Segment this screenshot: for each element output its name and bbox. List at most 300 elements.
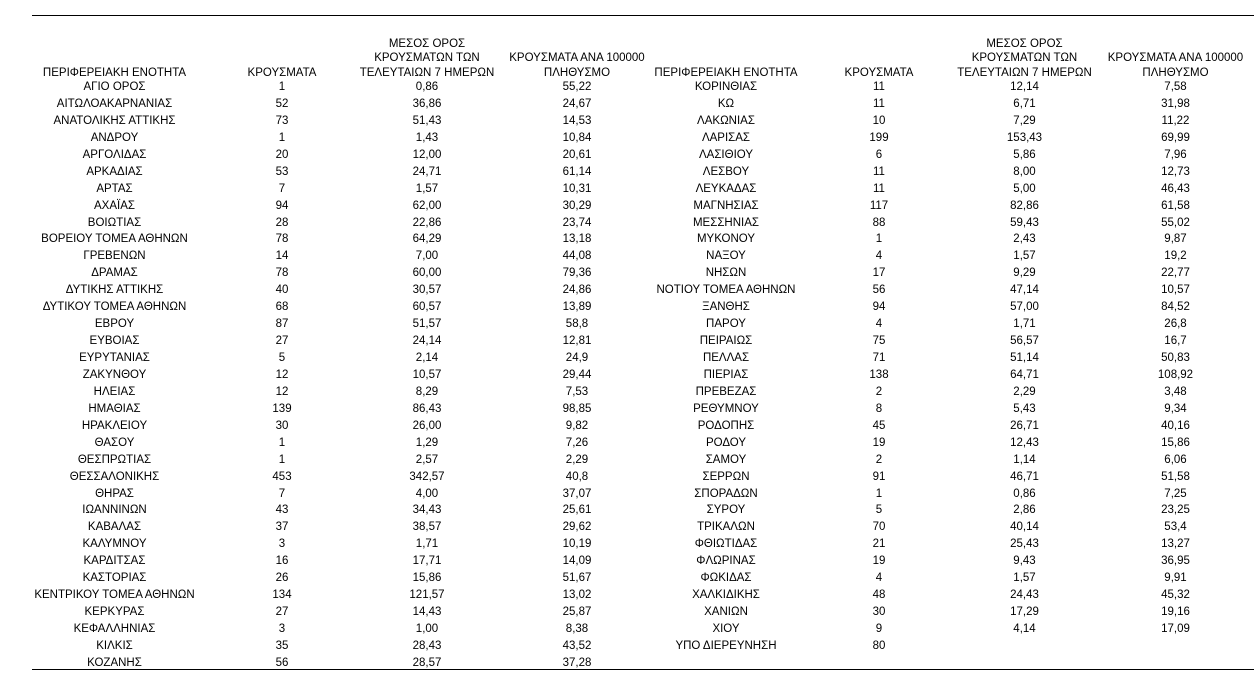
avg7-cell: 1,29 <box>415 436 439 449</box>
avg7-cell: 60,57 <box>412 301 442 314</box>
cases-cell: 91 <box>872 470 886 483</box>
per100k-cell: 31,98 <box>1161 97 1190 110</box>
cases-cell: 199 <box>869 131 889 144</box>
per100k-cell: 46,43 <box>1161 182 1190 195</box>
region-cell: ΑΡΚΑΔΙΑΣ <box>86 165 143 178</box>
cases-cell: 1 <box>278 436 286 449</box>
per100k-cell: 44,08 <box>562 250 592 263</box>
cases-cell: 9 <box>875 623 883 635</box>
avg7-cell: 10,57 <box>412 368 442 381</box>
per100k-cell: 23,25 <box>1161 504 1190 517</box>
region-cell: ΡΟΔΟΥ <box>705 436 747 449</box>
region-cell: ΚΕΝΤΡΙΚΟΥ ΤΟΜΕΑ ΑΘΗΝΩΝ <box>34 589 195 602</box>
region-cell: ΒΟΡΕΙΟΥ ΤΟΜΕΑ ΑΘΗΝΩΝ <box>41 233 188 246</box>
per100k-cell: 55,22 <box>562 81 592 93</box>
table-row <box>652 148 1254 165</box>
cases-cell: 1 <box>278 131 286 144</box>
avg7-cell: 62,00 <box>412 199 442 212</box>
region-cell: ΖΑΚΥΝΘΟΥ <box>82 368 147 381</box>
table-row <box>652 554 1254 571</box>
avg7-cell: 57,00 <box>1010 301 1039 314</box>
per100k-cell: 13,18 <box>562 233 592 246</box>
region-cell: ΚΑΡΔΙΤΣΑΣ <box>83 555 146 568</box>
per100k-cell: 84,52 <box>1161 301 1190 314</box>
avg7-cell: 60,00 <box>412 267 442 280</box>
table-row <box>32 182 662 199</box>
table-row <box>652 182 1254 199</box>
region-cell: ΠΡΕΒΕΖΑΣ <box>695 385 757 398</box>
region-cell: ΘΗΡΑΣ <box>95 487 134 500</box>
avg7-cell: 1,71 <box>1013 318 1036 331</box>
per100k-cell: 13,27 <box>1161 538 1190 551</box>
cases-cell: 56 <box>872 284 886 297</box>
region-cell: ΘΕΣΣΑΛΟΝΙΚΗΣ <box>69 470 160 483</box>
region-cell: ΑΝΑΤΟΛΙΚΗΣ ΑΤΤΙΚΗΣ <box>53 114 176 127</box>
region-cell: ΛΑΡΙΣΑΣ <box>701 131 751 144</box>
cases-cell: 53 <box>275 165 289 178</box>
region-cell: ΣΠΟΡΑΔΩΝ <box>694 487 758 500</box>
cases-cell: 28 <box>275 216 289 229</box>
table-row <box>652 216 1254 233</box>
table-row <box>32 402 662 419</box>
avg7-cell: 153,43 <box>1006 131 1043 144</box>
cases-cell: 70 <box>872 521 886 534</box>
region-cell: ΚΑΛΥΜΝΟΥ <box>82 538 147 551</box>
table-row <box>652 199 1254 216</box>
cases-cell: 30 <box>872 606 886 619</box>
avg7-cell: 25,43 <box>1010 538 1039 551</box>
region-cell: ΥΠΟ ΔΙΕΡΕΥΝΗΣΗ <box>675 639 777 652</box>
header-per100k <box>1097 30 1254 80</box>
table-row <box>32 131 662 148</box>
region-cell: ΧΑΛΚΙΔΙΚΗΣ <box>692 589 760 602</box>
table-row <box>652 419 1254 436</box>
header-cases <box>237 30 327 80</box>
cases-cell: 11 <box>873 182 885 195</box>
per100k-cell: 45,32 <box>1161 589 1190 602</box>
cases-cell: 138 <box>869 368 889 381</box>
cases-cell: 88 <box>872 216 886 229</box>
header-cases <box>834 30 924 80</box>
avg7-cell: 9,29 <box>1013 267 1036 280</box>
per100k-cell: 17,09 <box>1161 623 1190 635</box>
region-cell: ΞΑΝΘΗΣ <box>702 301 750 314</box>
header-cases-label: ΚΡΟΥΣΜΑΤΑ <box>844 66 914 79</box>
cases-cell: 2 <box>875 385 883 398</box>
table-row <box>32 571 662 588</box>
avg7-cell: 7,00 <box>415 250 439 263</box>
region-cell: ΙΩΑΝΝΙΝΩΝ <box>82 504 147 517</box>
region-cell: ΔΥΤΙΚΟΥ ΤΟΜΕΑ ΑΘΗΝΩΝ <box>42 301 187 314</box>
table-row <box>32 487 662 504</box>
table-row <box>652 588 1254 605</box>
per100k-cell: 22,77 <box>1161 267 1190 280</box>
per100k-cell: 24,67 <box>562 97 592 110</box>
per100k-cell: 10,19 <box>562 538 592 551</box>
table-row <box>32 351 662 368</box>
region-cell: ΑΙΤΩΛΟΑΚΑΡΝΑΝΙΑΣ <box>56 97 173 110</box>
region-cell: ΚΕΡΚΥΡΑΣ <box>84 606 145 619</box>
table-row <box>652 232 1254 249</box>
region-cell: ΗΛΕΙΑΣ <box>93 385 136 398</box>
per100k-cell: 69,99 <box>1161 131 1190 144</box>
cases-cell: 11 <box>873 97 885 110</box>
table-row <box>32 300 662 317</box>
header-avg7 <box>952 30 1097 80</box>
table-row <box>32 419 662 436</box>
region-cell: ΚΑΒΑΛΑΣ <box>87 521 142 534</box>
cases-cell: 1 <box>278 81 286 93</box>
table-row <box>32 317 662 334</box>
region-cell: ΛΕΣΒΟΥ <box>702 165 750 178</box>
region-cell: ΕΥΡΥΤΑΝΙΑΣ <box>79 352 150 364</box>
cases-cell: 11 <box>873 165 885 178</box>
avg7-cell: 6,71 <box>1013 97 1036 110</box>
region-cell: ΗΜΑΘΙΑΣ <box>88 402 141 415</box>
region-cell: ΝΟΤΙΟΥ ΤΟΜΕΑ ΑΘΗΝΩΝ <box>656 284 796 297</box>
table-row <box>652 165 1254 182</box>
avg7-cell: 1,57 <box>415 182 439 195</box>
per100k-cell: 30,29 <box>562 199 592 212</box>
right-table-body <box>652 80 1254 656</box>
table-row <box>32 80 662 97</box>
avg7-cell: 59,43 <box>1010 216 1039 229</box>
table-row <box>652 571 1254 588</box>
per100k-cell: 51,58 <box>1161 470 1190 483</box>
header-per100k-line1: ΚΡΟΥΣΜΑΤΑ ΑΝΑ 100000 <box>509 52 645 64</box>
region-cell: ΘΕΣΠΡΩΤΙΑΣ <box>77 453 152 466</box>
region-cell: ΘΑΣΟΥ <box>94 436 135 449</box>
table-bottom-rule <box>32 669 1254 670</box>
table-row <box>32 554 662 571</box>
cases-cell: 30 <box>275 419 289 432</box>
avg7-cell: 15,86 <box>412 572 442 585</box>
cases-cell: 78 <box>275 233 289 246</box>
avg7-cell: 8,00 <box>1013 165 1036 178</box>
per100k-cell: 36,95 <box>1161 555 1190 568</box>
table-row <box>652 639 1254 656</box>
per100k-cell: 13,89 <box>562 301 592 314</box>
table-row <box>652 622 1254 639</box>
region-cell: ΒΟΙΩΤΙΑΣ <box>87 216 142 229</box>
table-row <box>652 402 1254 419</box>
per100k-cell: 25,61 <box>562 504 592 517</box>
avg7-cell: 38,57 <box>412 521 442 534</box>
header-avg7-line1: ΜΕΣΟΣ ΟΡΟΣ <box>986 37 1063 50</box>
region-cell: ΦΩΚΙΔΑΣ <box>700 572 752 585</box>
region-cell: ΗΡΑΚΛΕΙΟΥ <box>81 419 148 432</box>
per100k-cell: 51,67 <box>562 572 592 585</box>
region-cell: ΦΛΩΡΙΝΑΣ <box>696 555 756 568</box>
per100k-cell: 98,85 <box>562 402 592 415</box>
region-cell: ΚΟΡΙΝΘΙΑΣ <box>694 81 758 93</box>
per100k-cell: 25,87 <box>562 606 592 619</box>
region-cell: ΜΥΚΟΝΟΥ <box>696 233 756 246</box>
table-row <box>32 503 662 520</box>
per100k-cell: 6,06 <box>1164 453 1187 466</box>
table-row <box>32 199 662 216</box>
header-per100k-line2: ΠΛΗΘΥΣΜΟ <box>543 66 611 79</box>
per100k-cell: 50,83 <box>1161 352 1190 364</box>
header-cases-label: ΚΡΟΥΣΜΑΤΑ <box>247 66 317 79</box>
avg7-cell: 12,14 <box>1010 81 1039 93</box>
table-row <box>32 283 662 300</box>
avg7-cell: 51,14 <box>1010 352 1039 364</box>
cases-cell: 56 <box>275 656 289 669</box>
avg7-cell: 24,43 <box>1010 589 1039 602</box>
avg7-cell: 28,57 <box>412 656 442 669</box>
avg7-cell: 5,86 <box>1013 148 1036 161</box>
per100k-cell: 40,16 <box>1161 419 1190 432</box>
table-row <box>32 165 662 182</box>
avg7-cell: 24,71 <box>412 165 442 178</box>
region-cell: ΣΥΡΟΥ <box>706 504 746 517</box>
cases-cell: 21 <box>872 538 886 551</box>
per100k-cell: 40,8 <box>565 470 589 483</box>
per100k-cell: 9,87 <box>1164 233 1187 246</box>
per100k-cell: 20,61 <box>562 148 592 161</box>
table-row <box>652 385 1254 402</box>
per100k-cell: 19,16 <box>1161 606 1190 619</box>
cases-cell: 17 <box>872 267 886 280</box>
per100k-cell: 7,25 <box>1164 487 1187 500</box>
avg7-cell: 17,71 <box>412 555 442 568</box>
region-cell: ΓΡΕΒΕΝΩΝ <box>83 250 146 263</box>
region-cell: ΑΡΓΟΛΙΔΑΣ <box>82 148 147 161</box>
avg7-cell: 30,57 <box>412 284 442 297</box>
cases-cell: 20 <box>275 148 289 161</box>
avg7-cell: 46,71 <box>1010 470 1039 483</box>
region-cell: ΣΑΜΟΥ <box>705 453 747 466</box>
per100k-cell: 61,14 <box>562 165 592 178</box>
cases-cell: 117 <box>869 199 889 212</box>
region-cell: ΝΑΞΟΥ <box>706 250 746 263</box>
region-cell: ΚΟΖΑΝΗΣ <box>87 656 142 669</box>
header-per100k-line2: ΠΛΗΘΥΣΜΟ <box>1142 66 1209 79</box>
avg7-cell: 0,86 <box>1013 487 1036 500</box>
cases-cell: 12 <box>275 385 289 398</box>
avg7-cell: 342,57 <box>409 470 445 483</box>
avg7-cell: 2,86 <box>1013 504 1036 517</box>
cases-cell: 4 <box>875 250 883 263</box>
region-cell: ΜΕΣΣΗΝΙΑΣ <box>692 216 760 229</box>
table-row <box>32 537 662 554</box>
per100k-cell: 53,4 <box>1164 521 1187 534</box>
header-per100k-line1: ΚΡΟΥΣΜΑΤΑ ΑΝΑ 100000 <box>1107 52 1244 64</box>
table-row <box>32 588 662 605</box>
table-row <box>652 283 1254 300</box>
region-cell: ΦΘΙΩΤΙΔΑΣ <box>694 538 758 551</box>
region-cell: ΠΕΙΡΑΙΩΣ <box>699 335 753 348</box>
cases-cell: 6 <box>875 148 883 161</box>
region-cell: ΛΕΥΚΑΔΑΣ <box>695 182 757 195</box>
avg7-cell: 28,43 <box>412 639 442 652</box>
cases-cell: 11 <box>873 81 885 93</box>
cases-cell: 3 <box>278 623 286 635</box>
avg7-cell: 86,43 <box>412 402 442 415</box>
per100k-cell: 16,7 <box>1164 335 1187 348</box>
cases-cell: 40 <box>275 284 289 297</box>
avg7-cell: 12,00 <box>412 148 442 161</box>
table-row <box>652 351 1254 368</box>
region-cell: ΛΑΣΙΘΙΟΥ <box>698 148 754 161</box>
cases-cell: 453 <box>272 470 292 483</box>
table-row <box>652 249 1254 266</box>
region-cell: ΑΡΤΑΣ <box>96 182 133 195</box>
avg7-cell: 12,43 <box>1010 436 1039 449</box>
table-row <box>32 266 662 283</box>
table-row <box>652 487 1254 504</box>
avg7-cell: 14,43 <box>412 606 442 619</box>
avg7-cell: 64,71 <box>1010 368 1039 381</box>
cases-cell: 134 <box>272 589 292 602</box>
table-row <box>32 249 662 266</box>
avg7-cell: 121,57 <box>409 589 445 602</box>
cases-cell: 14 <box>275 250 289 263</box>
avg7-cell: 34,43 <box>412 504 442 517</box>
cases-cell: 1 <box>278 453 286 466</box>
avg7-cell: 0,86 <box>415 81 439 93</box>
region-cell: ΑΧΑΪΑΣ <box>94 199 135 212</box>
cases-cell: 94 <box>275 199 289 212</box>
table-row <box>32 436 662 453</box>
per100k-cell: 15,86 <box>1161 436 1190 449</box>
header-region-label: ΠΕΡΙΦΕΡΕΙΑΚΗ ΕΝΟΤΗΤΑ <box>654 66 798 79</box>
avg7-cell: 4,14 <box>1013 623 1036 635</box>
region-cell: ΧΑΝΙΩΝ <box>704 606 748 619</box>
per100k-cell: 14,53 <box>562 114 592 127</box>
table-row <box>32 114 662 131</box>
region-cell: ΤΡΙΚΑΛΩΝ <box>697 521 755 534</box>
avg7-cell: 5,00 <box>1013 182 1036 195</box>
region-cell: ΧΙΟΥ <box>712 623 740 635</box>
per100k-cell: 11,22 <box>1161 114 1190 127</box>
avg7-cell: 2,57 <box>415 453 439 466</box>
region-cell: ΑΓΙΟ ΟΡΟΣ <box>83 81 146 93</box>
per100k-cell: 12,73 <box>1161 165 1190 178</box>
region-cell: ΚΕΦΑΛΛΗΝΙΑΣ <box>73 623 156 635</box>
avg7-cell: 22,86 <box>412 216 442 229</box>
header-region <box>32 30 197 80</box>
avg7-cell: 1,00 <box>415 623 439 635</box>
per100k-cell: 43,52 <box>562 639 592 652</box>
avg7-cell: 1,71 <box>415 538 439 551</box>
per100k-cell: 37,07 <box>562 487 592 500</box>
per100k-cell: 8,38 <box>565 623 589 635</box>
cases-cell: 68 <box>275 301 289 314</box>
per100k-cell: 10,84 <box>562 131 592 144</box>
avg7-cell: 36,86 <box>412 97 442 110</box>
per100k-cell: 12,81 <box>562 335 592 348</box>
cases-cell: 19 <box>872 555 886 568</box>
per100k-cell: 9,34 <box>1164 402 1187 415</box>
table-row <box>652 97 1254 114</box>
header-avg7-line2: ΚΡΟΥΣΜΑΤΩΝ ΤΩΝ <box>374 52 480 64</box>
region-cell: ΑΝΔΡΟΥ <box>90 131 139 144</box>
cases-cell: 75 <box>872 335 886 348</box>
avg7-cell: 26,00 <box>412 419 442 432</box>
cases-cell: 4 <box>875 572 883 585</box>
table-row <box>652 605 1254 622</box>
cases-cell: 3 <box>278 538 286 551</box>
per100k-cell: 14,09 <box>562 555 592 568</box>
per100k-cell: 13,02 <box>562 589 592 602</box>
avg7-cell: 26,71 <box>1010 419 1039 432</box>
table-row <box>32 470 662 487</box>
per100k-cell: 7,96 <box>1164 148 1187 161</box>
per100k-cell: 19,2 <box>1164 250 1187 263</box>
cases-cell: 19 <box>872 436 886 449</box>
header-avg7-line1: ΜΕΣΟΣ ΟΡΟΣ <box>388 37 466 50</box>
region-cell: ΝΗΣΩΝ <box>705 267 747 280</box>
avg7-cell: 1,57 <box>1013 250 1036 263</box>
avg7-cell: 1,14 <box>1013 453 1036 466</box>
region-cell: ΜΑΓΝΗΣΙΑΣ <box>693 199 759 212</box>
header-avg7 <box>357 30 497 80</box>
region-cell: ΚΑΣΤΟΡΙΑΣ <box>82 572 147 585</box>
table-row <box>652 80 1254 97</box>
per100k-cell: 108,92 <box>1157 368 1194 381</box>
per100k-cell: 7,26 <box>565 436 589 449</box>
avg7-cell: 1,43 <box>415 131 439 144</box>
cases-cell: 45 <box>872 419 886 432</box>
per100k-cell: 9,91 <box>1164 572 1187 585</box>
table-row <box>32 385 662 402</box>
per100k-cell: 7,58 <box>1164 81 1187 93</box>
avg7-cell: 4,00 <box>415 487 439 500</box>
avg7-cell: 24,14 <box>412 335 442 348</box>
avg7-cell: 64,29 <box>412 233 442 246</box>
header-avg7-line3: ΤΕΛΕΥΤΑΙΩΝ 7 ΗΜΕΡΩΝ <box>359 66 495 79</box>
cases-cell: 16 <box>275 555 289 568</box>
per100k-cell: 24,86 <box>562 284 592 297</box>
cases-cell: 87 <box>275 318 289 331</box>
avg7-cell: 51,57 <box>412 318 442 331</box>
cases-cell: 80 <box>872 639 886 652</box>
cases-cell: 2 <box>875 453 883 466</box>
cases-cell: 7 <box>278 487 286 500</box>
cases-cell: 5 <box>875 504 883 517</box>
cases-cell: 4 <box>875 318 883 331</box>
cases-cell: 1 <box>875 487 883 500</box>
header-per100k <box>497 30 657 80</box>
table-row <box>32 453 662 470</box>
per100k-cell: 3,48 <box>1164 385 1187 398</box>
table-top-rule <box>32 15 1254 16</box>
table-row <box>652 266 1254 283</box>
cases-cell: 139 <box>272 402 292 415</box>
table-row <box>652 453 1254 470</box>
cases-cell: 1 <box>875 233 883 246</box>
region-cell: ΠΕΛΛΑΣ <box>702 352 750 364</box>
per100k-cell: 79,36 <box>562 267 592 280</box>
per100k-cell: 61,58 <box>1161 199 1190 212</box>
table-row <box>32 656 662 673</box>
avg7-cell: 7,29 <box>1013 114 1036 127</box>
table-row <box>32 368 662 385</box>
left-table-body <box>32 80 662 673</box>
per100k-cell: 10,57 <box>1161 284 1190 297</box>
table-row <box>652 368 1254 385</box>
cases-cell: 27 <box>275 335 289 348</box>
table-row <box>652 503 1254 520</box>
region-cell: ΕΥΒΟΙΑΣ <box>89 335 140 348</box>
per100k-cell: 58,8 <box>565 318 589 331</box>
header-avg7-line3: ΤΕΛΕΥΤΑΙΩΝ 7 ΗΜΕΡΩΝ <box>957 66 1092 79</box>
avg7-cell: 1,57 <box>1013 572 1036 585</box>
avg7-cell: 9,43 <box>1013 555 1036 568</box>
region-cell: ΚΙΛΚΙΣ <box>96 639 133 652</box>
